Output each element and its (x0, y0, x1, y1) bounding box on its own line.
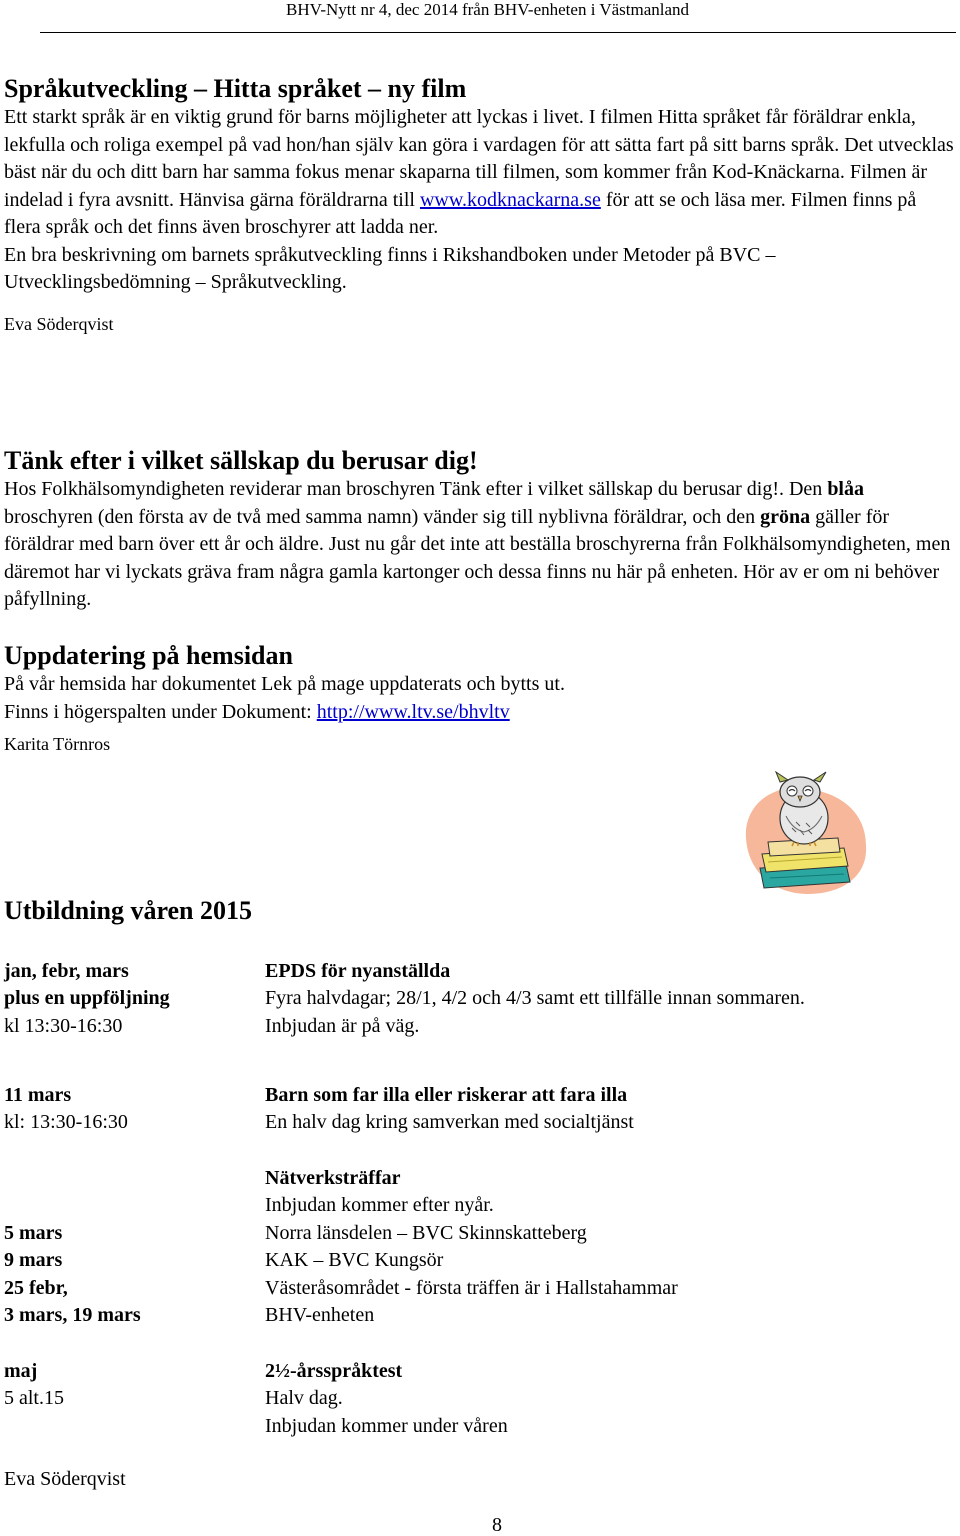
schedule-time: kl 13:30-16:30 (4, 1015, 123, 1037)
schedule-course: 2½-årsspråktest (265, 1360, 403, 1382)
schedule-date: 5 mars (4, 1222, 63, 1244)
article-title: Tänk efter i vilket sällskap du berusar dig! (4, 446, 478, 475)
paragraph-text: gäller för föräldrar med barn över ett år och äldre. Just nu går det inte att beställa broschyrerna från Folkhälsomyndigheten, men däremot har vi lyckats gräva fram några gamla kartonger och dessa finns nu här på enheten. Hör av er om ni behöver påfyllning. (4, 505, 951, 610)
paragraph-text: broschyren (den första av de två med samma namn) vänder sig till nyblivna föräldrar, och den (4, 505, 761, 528)
page-header (0, 0, 960, 32)
schedule-details: BHV-enheten (265, 1304, 375, 1326)
schedule-details: Fyra halvdagar; 28/1, 4/2 och 4/3 samt ett tillfälle innan sommaren. (265, 987, 805, 1009)
author-signature: Eva Söderqvist (4, 1468, 126, 1490)
article-paragraph: En bra beskrivning om barnets språkutveckling finns i Rikshandboken under Metoder på BVC – Utvecklingsbedömning – Språkutveckling. (4, 243, 776, 293)
schedule-date: 11 mars (4, 1084, 72, 1106)
schedule-date: plus en uppföljning (4, 987, 170, 1009)
schedule-details: En halv dag kring samverkan med socialtjänst (265, 1111, 634, 1133)
article-line (4, 699, 954, 727)
schedule-time: kl: 13:30-16:30 (4, 1111, 128, 1133)
schedule-details: Västeråsområdet - första träffen är i Hallstahammar (265, 1277, 678, 1299)
schedule-details: Inbjudan är på väg. (265, 1015, 420, 1037)
schedule-course: EPDS för nyanställda (265, 960, 451, 982)
paragraph-text: Hos Folkhälsomyndigheten reviderar man broschyren Tänk efter i vilket sällskap du berusar dig!. Den (4, 478, 828, 500)
ltv-bhv-link[interactable]: http://www.ltv.se/bhvltv (316, 700, 510, 723)
article-line: På vår hemsida har dokumentet Lek på mage uppdaterats och bytts ut. (4, 673, 565, 695)
schedule-course: Nätverksträffar (265, 1167, 401, 1189)
schedule-details: KAK – BVC Kungsör (265, 1249, 444, 1271)
schedule-details: Inbjudan kommer efter nyår. (265, 1194, 494, 1216)
schedule-date: 25 febr, (4, 1277, 68, 1299)
schedule-date: 9 mars (4, 1249, 63, 1271)
header-rule (40, 32, 956, 33)
article-paragraph (4, 476, 954, 614)
schedule-course: Barn som far illa eller riskerar att fara illa (265, 1084, 628, 1106)
author-signature: Eva Söderqvist (4, 313, 114, 334)
paragraph-text: Ett starkt språk är en viktig grund för barns möjligheter att lyckas i livet. I filmen Hitta språket får föräldrar enkla, lekfulla och roliga exempel på vad hon/han själv kan göra i vardagen för att sätta fart på sitt barns språk. Det utvecklas bäst när du och ditt barn har samma fokus menar skaparna till filmen, som kommer från Kod-Knäckarna. Filmen är indelad i fyra avsnitt. Hänvisa gärna föräldrarna till (4, 106, 954, 211)
owl-on-books-icon (738, 768, 874, 898)
schedule-date: 3 mars, 19 mars (4, 1304, 141, 1326)
section-title: Utbildning våren 2015 (4, 896, 253, 925)
article-title: Uppdatering på hemsidan (4, 641, 293, 670)
schedule-details: Halv dag. (265, 1387, 343, 1409)
article-uppdatering (4, 641, 954, 756)
paragraph-text: för att se och läsa mer. Filmen finns på flera språk och det finns även broschyrer att ladda ner. (4, 188, 917, 238)
page-number: 8 (492, 1514, 502, 1536)
author-signature: Karita Törnros (4, 734, 111, 754)
schedule-date: jan, febr, mars (4, 960, 129, 982)
schedule-details: Inbjudan kommer under våren (265, 1415, 508, 1437)
line-text: Finns i högerspalten under Dokument: (4, 700, 317, 723)
schedule-date: maj (4, 1360, 38, 1382)
kodknackarna-link[interactable]: www.kodknackarna.se (419, 188, 601, 211)
article-tank-efter (4, 446, 954, 614)
article-title: Språkutveckling – Hitta språket – ny film (4, 74, 467, 103)
article-sprakutveckling (4, 74, 954, 336)
running-title: BHV-Nytt nr 4, dec 2014 från BHV-enheten i Västmanland (286, 0, 690, 19)
schedule-details: Norra länsdelen – BVC Skinnskatteberg (265, 1222, 587, 1244)
green-brochure-label: gröna (760, 505, 811, 528)
article-paragraph (4, 104, 954, 242)
blue-brochure-label: blåa (827, 478, 864, 500)
education-section-title-wrap (4, 896, 954, 926)
schedule-time: 5 alt.15 (4, 1387, 64, 1409)
